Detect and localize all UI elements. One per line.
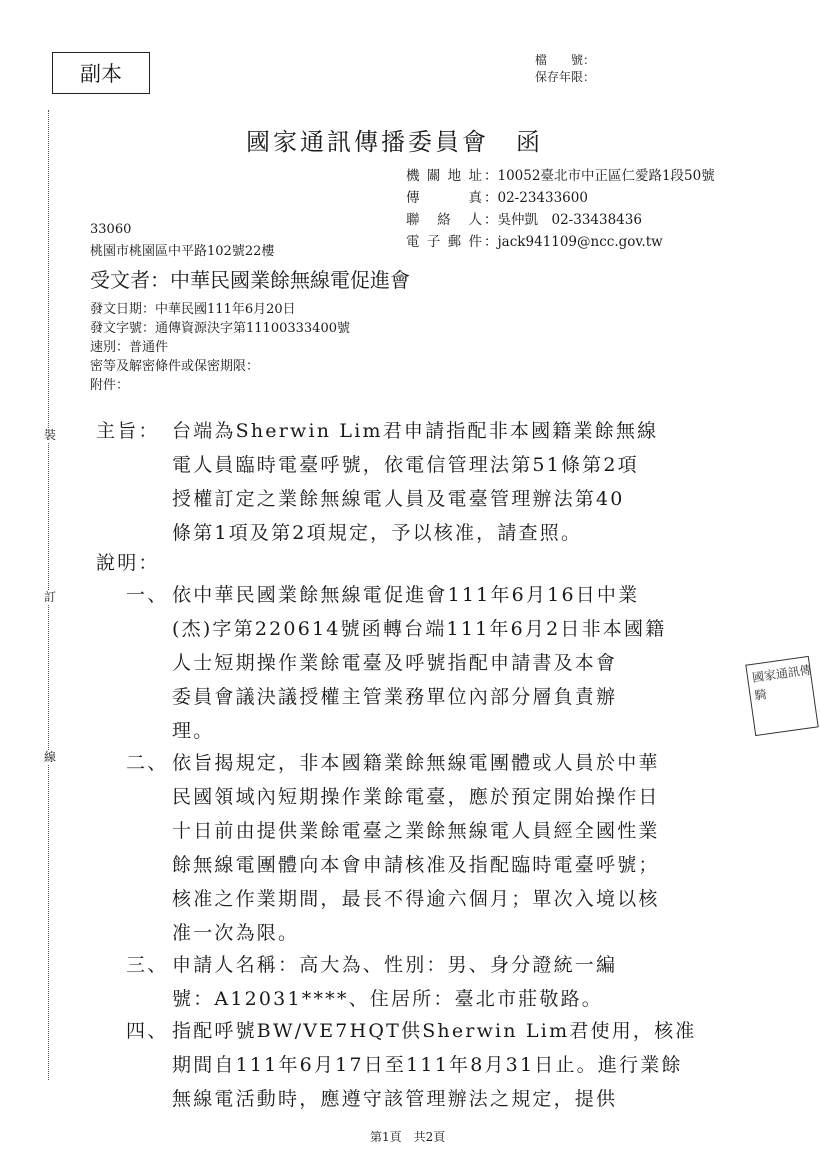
- seal-stamp-text: 國家通訊傳: [751, 662, 813, 685]
- subject-line: 電人員臨時電臺呼號，依電信管理法第51條第2項: [172, 454, 639, 476]
- document-title: 國家通訊傳播委員會 函: [246, 128, 543, 156]
- item-number: 二、: [126, 752, 169, 774]
- sender-email-label: 電子郵件: [406, 234, 482, 250]
- copy-label: 副本: [80, 62, 122, 86]
- item-line: 委員會議決議授權主管業務單位內部分層負責辦: [172, 686, 618, 708]
- classification: 密等及解密條件或保密期限：: [90, 359, 260, 374]
- binding-mark-zhuang: 裝: [44, 428, 57, 442]
- recipient: 受文者：中華民國業餘無線電促進會: [90, 268, 410, 292]
- recipient-address: 桃園市桃園區中平路102號22樓: [90, 244, 275, 259]
- postal-code: 33060: [90, 222, 132, 237]
- item-line: 申請人名稱：高大為、性別：男、身分證統一編: [172, 954, 618, 976]
- subject-line: 台端為Sherwin Lim君申請指配非本國籍業餘無線: [172, 420, 659, 442]
- sender-email-value: jack941109@ncc.gov.tw: [497, 234, 663, 250]
- item-line: 人士短期操作業餘電臺及呼號指配申請書及本會: [172, 652, 618, 674]
- item-line: 民國領域內短期操作業餘電臺，應於預定開始操作日: [172, 786, 660, 808]
- item-line: (杰)字第220614號函轉台端111年6月2日非本國籍: [172, 618, 667, 640]
- item-line: 無線電活動時，應遵守該管理辦法之規定，提供: [172, 1088, 618, 1110]
- seal-stamp-text: 騎: [753, 687, 768, 703]
- issue-date: 發文日期：中華民國111年6月20日: [90, 302, 296, 317]
- explanation-label: 說明：: [96, 552, 160, 574]
- item-line: 准一次為限。: [172, 922, 300, 944]
- copy-label-box: [52, 52, 150, 94]
- seal-stamp: [745, 656, 818, 736]
- sender-contact-value: 吳仲凱 02-33438436: [497, 212, 642, 228]
- document-number: 發文字號：通傳資源決字第11100333400號: [90, 321, 350, 336]
- attachments: 附件：: [90, 378, 130, 393]
- urgency: 速別：普通件: [90, 340, 169, 355]
- subject-line: 授權訂定之業餘無線電人員及電臺管理辦法第40: [172, 488, 625, 510]
- item-line: 號：A12031****、住居所：臺北市莊敬路。: [172, 988, 603, 1010]
- retention-period: 保存年限：: [535, 70, 596, 84]
- sender-address: 機關地址 ：10052臺北市中正區仁愛路1段50號: [406, 164, 715, 184]
- sender-address-value: 10052臺北市中正區仁愛路1段50號: [497, 168, 715, 184]
- file-number: 檔 號：: [535, 53, 596, 67]
- item-line: 指配呼號BW/VE7HQT供Sherwin Lim君使用，核准: [172, 1020, 697, 1042]
- sender-contact-label: 聯絡人: [406, 212, 482, 228]
- subject-line: 條第1項及第2項規定，予以核准，請查照。: [172, 522, 583, 544]
- item-number: 四、: [126, 1020, 169, 1042]
- binding-mark-ding: 訂: [44, 590, 57, 604]
- sender-contact: 聯絡人 ：吳仲凱 02-33438436: [406, 208, 642, 228]
- item-line: 十日前由提供業餘電臺之業餘無線電人員經全國性業: [172, 820, 660, 842]
- item-line: 依旨揭規定，非本國籍業餘無線電團體或人員於中華: [172, 752, 660, 774]
- sender-fax-value: 02-23433600: [497, 190, 588, 206]
- item-line: 餘無線電團體向本會申請核准及指配臨時電臺呼號；: [172, 854, 660, 876]
- item-number: 三、: [126, 954, 169, 976]
- sender-email: 電子郵件 ：jack941109@ncc.gov.tw: [406, 230, 663, 250]
- binding-mark-xian: 線: [44, 750, 57, 764]
- page-footer: 第1頁 共2頁: [370, 1130, 446, 1144]
- sender-fax: 傳 真 ：02-23433600: [406, 186, 588, 206]
- item-line: 依中華民國業餘無線電促進會111年6月16日中業: [172, 584, 640, 606]
- sender-fax-label: 傳 真: [406, 190, 482, 206]
- subject-label: 主旨：: [96, 420, 160, 442]
- item-line: 期間自111年6月17日至111年8月31日止。進行業餘: [172, 1054, 683, 1076]
- item-line: 核准之作業期間，最長不得逾六個月；單次入境以核: [172, 888, 660, 910]
- item-number: 一、: [126, 584, 169, 606]
- sender-address-label: 機關地址: [406, 168, 482, 184]
- item-line: 理。: [172, 720, 215, 742]
